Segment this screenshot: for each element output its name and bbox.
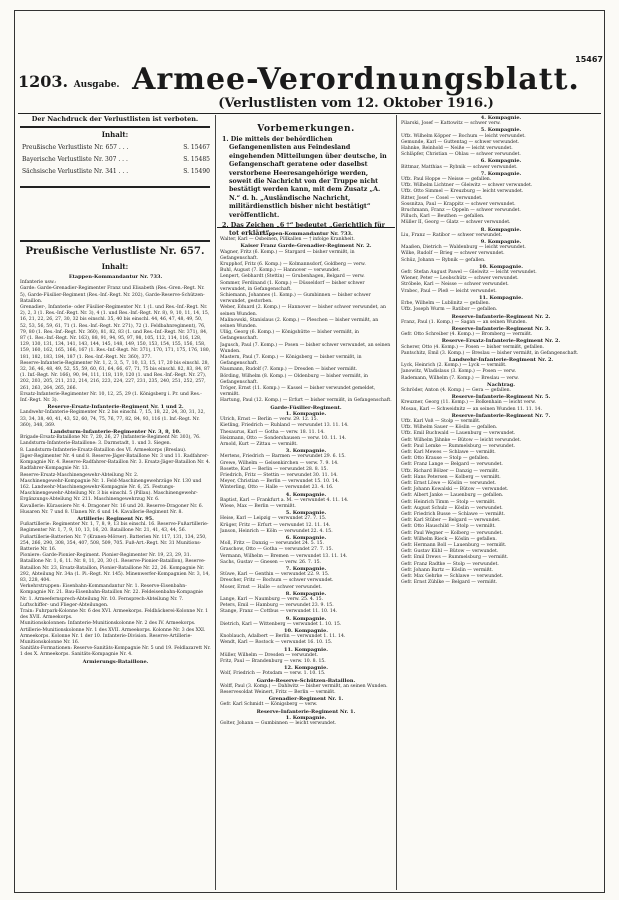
list-entry: Uffz. Wilhelm Sauer — Köslin — gefallen. (401, 425, 498, 431)
list-section-heading: Armierungs-Bataillone. (82, 658, 149, 665)
list-entry: Gefr. Karl Mewes — Schlawe — vermißt. (401, 449, 496, 455)
contents-line-page: S. 15485 (183, 156, 210, 163)
list-section-heading: Artillerie: Regiment Nr. 95. (77, 515, 154, 522)
masthead-rule (18, 113, 601, 114)
list-entry: Bittmar, Matthias — Rybnik — schwer verwundet. (401, 164, 518, 170)
list-entry: Uffz. Otto Simmel — Kreuzburg — leicht verwundet. (401, 189, 524, 195)
list-entry: Schläpfer, Christian — Ohlau — schwer verwundet. (401, 152, 521, 158)
list-section-heading: 4. Kompagnie. (480, 115, 522, 121)
list-entry: Gefr. Friedrich Busse — Schlawe — vermißt. (401, 512, 505, 517)
list-entry: Gefr. Hans Petersen — Kolberg — vermißt. (401, 474, 501, 480)
list-entry: Müller, Wilhelm — Dresden — verwundet. (220, 652, 318, 658)
list-entry: Gefr. Johann Kowalski — Bütow — verwundet. (401, 487, 509, 493)
list-entry: Heise, Karl — Leipzig — verwundet 27. 7. 15. (220, 516, 327, 522)
list-section-heading: 10. Kompagnie. (479, 263, 523, 270)
preliminary-remark-item: 2. Das Zeichen „6 †“ bedeutet „Gerichtlich für tot erklärt“. (222, 222, 385, 238)
list-section-heading: 1. Kompagnie. (285, 410, 327, 417)
list-entry: Krupphof, Fritz (6. Komp.) — Kolmannsdorf, Goldberg — verw. (220, 262, 366, 268)
list-entry: Ströbele, Karl — Neisse — schwer verwundet. (401, 282, 509, 288)
list-entry: Müller II, Georg — Glatz — schwer verwundet. (401, 220, 511, 226)
list-entry: Ulrich, Ernst — Berlin — verw. 29. 12. 15. (220, 417, 319, 423)
list-entry: Erbe, Wilhelm — Lublinitz — gefallen. (401, 301, 490, 307)
list-entry: Naumann, Rudolf (7. Komp.) — Dresden — bisher vermißt. (220, 367, 358, 373)
list-entry: Ersatz-Infanterie-Regimenter Nr. 10, 12, 25, 29 (1. Königsberg i. Pr. und Res.-Inf.-Regt. Nr. 3). (20, 391, 202, 404)
list-entry: Knoblauch, Adalbert — Berlin — verwundet 1. 11. 14. (220, 634, 346, 640)
list-entry: Janson, Heinrich — Köln — verwundet 22. 4. 15. (220, 528, 333, 534)
list-entry: Ullig, Georg (6. Komp.) — Königshütte — bisher vermißt, in Gefangenschaft. (220, 330, 360, 342)
list-entry: Wiener, Peter — Leobschütz — schwer verwundet. (401, 276, 519, 282)
list-section-heading: Reserve-Infanterie-Regiment Nr. 5. (451, 394, 551, 401)
list-section-heading: 10. Kompagnie. (284, 628, 328, 634)
list-title-rule (20, 240, 210, 242)
issue-number-value: 1203. (18, 72, 69, 91)
list-section-heading: 4. Kompagnie. (285, 491, 327, 498)
list-entry: Arnold, Kurt — Zittau — vermißt. (220, 441, 298, 447)
preliminary-remarks (222, 136, 390, 241)
list-entry: Gefr. Franz Lange — Belgard — verwundet. (401, 462, 503, 468)
list-entry: Sachs, Gustav — Gnesen — verw. 26. 7. 15. (220, 559, 322, 565)
list-entry: Schüz, Johann — Rybnik — gefallen. (401, 257, 486, 263)
contents-line (22, 156, 210, 163)
list-entry: Uffz. Richard Bölzer — Danzig — vermißt. (401, 468, 500, 474)
contents-line (22, 168, 210, 175)
list-entry: Maaßen, Dietrich — Waldenburg — leicht verwundet. (401, 245, 526, 251)
list-entry: Garde: Garde-Grenadier-Regimenter Franz und Elisabeth (Res.-Gren.-Regt. Nr. 5), Garde-Füsilier-Regiment (Res.-Inf.-Regt. Nr. 202), Garde-Reserve-Schützen-Bataillon. (20, 286, 205, 304)
list-entry: Grenadier-, Infanterie- oder Füsilier-Regimenter Nr. 1 (1. und Res.-Inf.-Regt. Nr. 2), 2, 3 (1. Res.-Inf.-Regt. Nr. 3), 4 (1. und Res.-Inf.-Regt. Nr. 8), 9, 10, 11, 14, 15, 16, 21, 22, 26, 27, 30, 32 bis einschl. 35, 40 bis einschl. 44, 46, 47, 48, 49, 50, 52, 53, 56, 59, 61, 71 (1. Res.-Inf.-Regt. Nr. 271), 72 (1. Feldbahnregiment), 76, 79, 80 (1. Res.-Inf.-Regt. Nr. 360), 81, 82, 83 (1. und Res.-Inf.-Regt. Nr. 371), 84, 87 (1. Res.-Inf.-Regt. Nr. 163), 88, 91, 94, 95, 97, 98, 105, 112, 114, 116, 128, 129, 130, 131, 134, 141, 143, 144, 145, 148, 149, 150, 153, 154, 155, 156, 158, 159, 160, 162, 165, 166, 167 (1. Res.-Inf.-Regt. Nr. 371), 170, 171, 175, 176, 180, 181, 182, 183, 184, 187 (1. Res.-Inf.-Regt. Nr. 360), 377. (20, 305, 211, 360)
list-entry: Golter, Johann — Gumbinnen — leicht verwundet. (220, 721, 337, 727)
list-entry: Rosette, Karl — Berlin — verwundet 28. 8. 15. (220, 466, 328, 472)
list-entry: Tröger, Ernst (11. Komp.) — Kassel — bisher verwundet gemeldet, vermißt. (220, 386, 376, 398)
list-entry: Bruchmann, Franz — Oppeln — schwer verwundet. (401, 208, 521, 214)
list-entry: Verkehrstruppen: Eisenbahn-Kommandantur Nr. 1. Reserve-Eisenbahn-Kompagnie Nr. 21. Bau-Eisenbahn-Bataillon Nr. 22. Feldeisenbahn-Kompagnie Nr. 1. Armeefernsprech-Abteilung Nr. 10. Fernsprech-Abteilung Nr. 7. Luftschiffer- und Flieger-Abteilungen. (20, 584, 204, 608)
list-entry: Lyck, Heinrich (2. Komp.) — Lyck — vermißt. (401, 363, 507, 369)
list-entry: Friedrich, Fritz — Stettin — verwundet 30. 11. 14. (220, 472, 338, 478)
contents-line-label: Sächsische Verlustliste Nr. 341 . . . (22, 168, 129, 175)
list-entry: Börding, Wilhelm (8. Komp.) — Oldenburg — bisher vermißt, in Gefangenschaft. (220, 373, 368, 385)
list-entry: Walter, Karl — Osbeinen, Pillkallen — † infolge Krankheit. (220, 237, 355, 243)
list-entry: Baptist, Karl — Frankfurt a. M. — verwundet 4. 11. 14. (220, 497, 349, 503)
list-entry: Thesaurus, Karl — Gotha — verw. 18. 11. 14. (220, 429, 325, 435)
notice-rule (20, 126, 210, 128)
list-section-heading: 1. Kompagnie. (285, 714, 327, 721)
list-entry: Hartung, Paul (12. Komp.) — Erfurt — bisher vermißt, in Gefangenschaft. (220, 398, 392, 404)
list-section-heading: Reserve-Ersatz-Infanterie-Regiment Nr. 1 und 2. (47, 404, 184, 411)
contents-title: Inhalt: (101, 130, 129, 139)
list-entry: Scherer, Otto (4. Komp.) — Posen — bisher vermißt, gefallen. (401, 344, 545, 350)
list-entry: Gefr. Otto Schreiber (4. Komp.) — Bromberg — vermißt. (401, 332, 533, 338)
list-entry: Gefr. Otto Hauschild — Stolp — vermißt. (401, 524, 496, 530)
list-entry: Gefr. Otto Krause — Stolp — gefallen. (401, 456, 490, 462)
list-section-heading: 9. Kompagnie. (285, 615, 327, 622)
issue-number (18, 72, 120, 91)
list-section-heading: 5. Kompagnie. (480, 127, 522, 134)
list-entry: Munitionskolonnen: Infanterie-Munitionskolonne Nr. 2 des IV. Armeekorps. Artillerie-Munitionskolonne Nr. 1 des XVII. Armeekorps. Kolonne Nr. 3 des XXI. Armeekorps. Kolonne Nr. 1 der 10. Infanterie-Division. Reserve-Artillerie-Munitionskolonne Nr. 16. (20, 621, 206, 645)
list-entry: Gefr. Wilhelm Jähnke — Bütow — leicht verwundet. (401, 437, 521, 443)
masthead-subtitle: (Verlustlisten vom 12. Oktober 1916.) (218, 96, 494, 111)
list-section-heading: 7. Kompagnie. (480, 170, 522, 177)
list-entry: Gefr. Paul Lemke — Rummelsburg — verwundet. (401, 443, 515, 449)
list-entry: Gefr. Albert Janke — Lauenburg — gefallen. (401, 493, 504, 499)
list-section-heading: Reserve-Infanterie-Regiment Nr. 2. (451, 313, 551, 320)
list-entry: Gefr. Hermann Boll — Lauenburg — vermißt. (401, 543, 507, 549)
list-entry: Gefr. Ernst Löwe — Köslin — verwundet. (401, 480, 497, 486)
casualty-list-right (401, 115, 601, 886)
list-entry: 8. Landsturm-Infanterie-Ersatz-Bataillon des VI. Armeekorps (Breslau). (20, 447, 187, 453)
list-entry: Train: Fuhrpark-Kolonne Nr. 6 des XVI. Armeekorps. Feldbäckerei-Kolonne Nr. 1 des XVII. Armeekorps. (20, 608, 209, 621)
list-entry: Sossnitza, Paul — Krappitz — schwer verwundet. (401, 201, 516, 207)
list-entry: Sanitäts-Formationen: Reserve-Sanitäts-Kompagnie Nr. 5 und 19. Feldlazarett Nr. 1 des X. Armeekorps. Sanitäts-Kompagnie Nr. 4. (20, 646, 211, 658)
list-entry: Buhl, August (7. Komp.) — Hannover — verwundet. (220, 268, 341, 274)
list-section-heading: 3. Kompagnie. (285, 448, 327, 455)
list-entry: Mastern, Paul (7. Komp.) — Königsberg — bisher vermißt, in Gefangenschaft. (220, 355, 362, 367)
prussian-list-contents-heading: Inhalt: (101, 262, 129, 271)
list-entry: Liu, Franz — Ratibor — schwer verwundet. (401, 232, 502, 238)
list-entry: Wolf, Friedrich — Potsdam — verw. 1. 10. 15. (220, 671, 326, 677)
contents-line-page: S. 15467 (183, 144, 210, 151)
list-entry: Weber, Eduard (2. Komp.) — Hannover — bisher schwer verwundet, an seinen Wunden. (220, 305, 386, 317)
list-section-heading: 6. Kompagnie. (480, 158, 522, 165)
list-entry: Krüger, Fritz — Erfurt — verwundet 12. 11. 14. (220, 522, 331, 528)
remarks-rule (217, 227, 395, 228)
list-entry: Winterling, Otto — Halle — verwundet 23. 4. 16. (220, 485, 334, 491)
list-entry: Rademann, Wilhelm (7. Komp.) — Breslau — verw. (401, 375, 519, 381)
preliminary-remarks-title: Vorbemerkungen. (257, 124, 355, 134)
list-entry: Uffz. Karl Voß — Stolp — vermißt. (401, 418, 481, 424)
list-entry: Schröder, Anton (4. Komp.) — Gera — gefallen. (401, 387, 512, 393)
list-section-heading: Reserve-Infanterie-Regiment Nr. 7. (451, 412, 551, 419)
list-section-heading: Nachtrag. (487, 381, 515, 388)
contents-line-page: S. 15490 (183, 168, 210, 175)
contents-rule (20, 186, 210, 188)
list-section-heading: Garde-Reserve-Schützen-Bataillon. (256, 677, 356, 684)
list-entry: Wagner, Fritz (6. Komp.) — Stargard — bisher vermißt, in Gefangenschaft. (220, 249, 355, 261)
list-entry: Landsturm-Infanterie-Bataillone: 3. Darmstadt, 1. und 3. Siegen. (20, 441, 172, 447)
list-entry: Vermann, Wilhelm — Bremen — verwundet 13. 11. 14. (220, 553, 348, 559)
list-entry: Malinowski, Stanislaus (2. Komp.) — Pleschen — bisher vermißt, an seinen Wunden. (220, 317, 379, 330)
list-entry: Gefr. Stefan August Pawel — Gleiwitz — leicht verwundet. (401, 270, 537, 276)
list-entry: Gefr. Heinrich Timm — Stolp — vermißt. (401, 499, 496, 505)
list-section-heading: Garde-Füsilier-Regiment. (270, 404, 342, 411)
list-entry: Hahnke, Reinhold — Neiße — leicht verwundet. (401, 146, 513, 152)
list-entry: Reserve-Infanterie-Regimenter Nr. 1, 2, 3, 5, 7, 10, 13, 15, 17, 20 bis einschl. 28, 32, 36, 46, 48, 49, 52, 55, 59, 60, 61, 64, 66, 67, 71, 75 bis einschl. 82, 83, 84, 87 (1. Inf.-Regt. Nr. 166), 90, 94, 111, 118, 119, 120 (1. und Res.-Inf.-Regt. Nr. 27), 202, 203, 205, 211, 212, 214, 216, 223, 224, 227, 231, 235, 240, 251, 252, 257, 261, 263, 264, 265, 266. (20, 360, 210, 391)
list-entry: Gefr. Karl Schmidt — Königsberg — verw. (220, 702, 318, 708)
contents-line (22, 144, 210, 151)
list-entry: Uffz. Wilhelm Köpper — Bochum — leicht verwundet. (401, 133, 526, 139)
list-entry: Janowitz, Wladislaus (3. Komp.) — Posen — verw. (401, 369, 516, 375)
list-entry: Lenpert, Gebhardt (Stettin) — Grubenhagen, Belgard — verw. (220, 274, 365, 280)
list-entry: Lange, Karl — Naumburg — verw. 25. 4. 15. (220, 596, 324, 602)
list-entry: Wilke, Rudolf — Brieg — schwer verwundet. (401, 251, 505, 257)
list-entry: Gefr. Max Gehrke — Schlawe — verwundet. (401, 574, 504, 580)
list-entry: Franz, Paul (1. Komp.) — Sagan — an seinen Wunden. (401, 319, 528, 325)
list-entry: Infanterie usw.: (20, 280, 57, 286)
list-entry: Gefr. Franz Radtke — Stolp — verwundet. (401, 561, 499, 567)
list-section-heading: Landwehr-Infanterie-Regiment Nr. 2. (448, 356, 554, 363)
list-entry: Jäger-Regimenter Nr. 4 und 8. Reserve-Jäger-Bataillone Nr. 3 und 11. Radfahrer-Kompagnie Nr. 4. Reserve-Radfahrer-Bataillon Nr. 3. Ersatz-Jäger-Bataillon Nr. 4. Radfahrer-Kompagnie Nr. 13. (20, 453, 211, 472)
list-entry: Kietling, Friedrich — Ruhland — verwundet 13. 11. 14. (220, 423, 349, 429)
list-entry: Gefr. Paul Wegner — Kolberg — verwundet. (401, 530, 503, 536)
list-section-heading: Kaiser Franz Garde-Grenadier-Regiment Nr. 2. (240, 243, 372, 250)
list-entry: Gefr. Karl Stüber — Belgard — verwundet. (401, 518, 501, 524)
list-entry: Meyer, Christian — Berlin — verwundet 15. 10. 14. (220, 479, 340, 485)
list-entry: Wendt, Karl — Rostock — verwundet 16. 10. 15. (220, 640, 333, 646)
list-entry: Heizmann, Otto — Sondershausen — verw. 10. 11. 14. (220, 435, 347, 441)
list-entry: Brigade-Ersatz-Bataillone Nr. 7, 20, 26, 27 (Infanterie-Regiment Nr. 303), 76. (20, 435, 201, 441)
list-section-heading: Landsturm-Infanterie-Regimenter Nr. 3, 8, 10. (50, 429, 181, 436)
list-entry: Uffz. Wilhelm Lichtner — Gleiwitz — schwer verwundet. (401, 183, 533, 189)
list-entry: Pilluch, Karl — Beuthen — gefallen. (401, 214, 485, 220)
list-entry: Gefr. Emil Drews — Rummelsburg — vermißt. (401, 555, 509, 561)
list-section-heading: Reserve-Ersatz-Infanterie-Regiment Nr. 2. (441, 338, 561, 345)
list-section-heading: 6. Kompagnie. (285, 534, 327, 541)
list-section-heading: Etappen-Kommandantur Nr. 733. (68, 274, 163, 280)
list-entry: Moll, Fritz — Danzig — verwundet 24. 5. 15. (220, 541, 324, 547)
page-number: 15467 (575, 55, 603, 64)
list-entry: Gefr. Gustav Kühl — Bütow — verwundet. (401, 549, 499, 555)
list-entry: Pantschitz, Emil (3. Komp.) — Breslau — bisher vermißt, in Gefangenschaft. (401, 350, 579, 356)
list-entry: Vrabec, Paul — Pleß — leicht verwundet. (401, 288, 497, 294)
list-entry: Pioniere: Garde-Pionier-Regiment. Pionier-Regimenter Nr. 19, 23, 29, 31. Bataillone Nr. 1, 6, 11. Nr. 8, 11, 20, 30 (1. Reserve-Pionier-Bataillon), Reserve-Bataillon Nr. 23, Ersatz-Bataillon, Pionier-Bataillone Nr. 22, 26. Kompagnie Nr. 292, Abteilung Nr. 34a (1. Pi.-Regt. Nr. 145). Minenwerfer-Kompagnien Nr. 3, 14, 83, 228, 404. (20, 553, 210, 583)
column-divider (215, 115, 216, 890)
list-entry: Drescher, Fritz — Bochum — schwer verwundet. (220, 578, 334, 584)
list-entry: Moser, Ernst — Halle — schwer verwundet. (220, 584, 322, 590)
list-entry: Graschow, Otto — Gotha — verwundet 27. 7. 15. (220, 547, 334, 553)
list-entry: Stange, Franz — Cottbus — verwundet 11. 10. 14. (220, 609, 338, 615)
prussian-list-contents (20, 274, 211, 886)
masthead-title: Armee-Verordnungsblatt. (132, 62, 580, 97)
list-section-heading: Etappen-Kommandantur Nr. 733. (259, 231, 353, 237)
list-section-heading: Reserve-Infanterie-Regiment Nr. 3. (451, 325, 551, 332)
list-entry: Schiemann, Johannes (1. Komp.) — Gumbinnen — bisher schwer verwundet, gestorben. (220, 293, 371, 305)
list-section-heading: 9. Kompagnie. (480, 239, 522, 246)
list-entry: Dietrich, Karl — Wittenberg — verwundet 1. 10. 15. (220, 621, 342, 627)
list-entry: Wiese, Max — Berlin — vermißt. (220, 503, 296, 509)
preliminary-remark-item: 1. Die mittels der behördlichen Gefangenenlisten aus Feindesland eingehenden Mitteilungen über deutsche, in Gefangenschaft geratene oder daselbst verstorbene Heeresangehörige werden, soweit die Nachricht von der Truppe nicht bestätigt werden kann, mit dem Zusatz „A. N.“ d. h. „Ausländische Nachricht, militärdienstlich bisher nicht bestätigt“ veröffentlicht. (222, 136, 387, 219)
list-entry: Gefr. Ernst Zühlke — Belgard — vermißt. (401, 580, 498, 586)
list-section-heading: 7. Kompagnie. (285, 565, 327, 572)
column-divider (396, 115, 397, 890)
list-entry: Stüwe, Karl — Genthin — verwundet 22. 9. 15. (220, 572, 330, 578)
casualty-list-middle (220, 231, 392, 886)
issue-label: Ausgabe. (73, 80, 120, 90)
reprint-notice: Der Nachdruck der Verlustlisten ist verboten. (31, 115, 199, 123)
list-section-heading: Reserve-Infanterie-Regiment Nr. 1. (256, 708, 356, 715)
list-entry: Landwehr-Infanterie-Regimenter Nr. 2 bis einschl. 7, 15, 18, 22, 24, 30, 31, 32, 33, 34, 38, 40, 41, 43, 52, 60, 74, 75, 76, 77, 82, 84, 93, 116 (1. Inf.-Regt. Nr. 360), 348, 369. (20, 410, 205, 428)
list-entry: Uffz. Paul Hoppe — Neisse — gefallen. (401, 177, 492, 183)
list-entry: Reserve-Ersatz-Maschinengewehr-Abteilung Nr. 2. (20, 472, 139, 478)
list-section-heading: 8. Kompagnie. (285, 590, 327, 597)
list-entry: Peters, Emil — Hamburg — verwundet 23. 9. 15. (220, 603, 334, 609)
list-entry: Ritter, Josef — Cosel — verwundet. (401, 195, 483, 201)
list-section-heading: 11. Kompagnie. (284, 646, 328, 653)
list-entry: Jagusch, Paul (7. Komp.) — Posen — bisher schwer verwundet, an seinen Wunden. (220, 342, 391, 354)
list-entry: Kreuzner, Georg (11. Komp.) — Bolkenhain — leicht verw. (401, 400, 537, 406)
list-entry: Fußartillerie: Regimenter Nr. 1, 7, 8, 9, 13 bis einschl. 16. Reserve-Fußartillerie-Regimenter Nr. 1, 7, 9, 10, 13, 16, 20. Bataillone Nr. 21, 41, 43, 44, 56. Fußartillerie-Batterien Nr. 7 (Kranen-Mörser). Batterien Nr. 117, 131, 134, 250, 254, 266, 290, 308, 354, 407, 508, 509, 705. Fuß-Art.-Regt. Nr. 31 Munitions-Batterie Nr. 16. (20, 522, 209, 552)
list-entry: Uffz. Joseph Wurm — Ratibor — gefallen. (401, 307, 498, 313)
list-entry: Gefr. Wilhelm Rieck — Köslin — gefallen. (401, 536, 497, 542)
list-entry: Grewe, Wilhelm — Gelsenkirchen — verw. 7. 9. 14. (220, 460, 339, 466)
list-entry: Maschinengewehr-Kompagnie Nr. 1. Feld-Maschinengewehrzüge Nr. 130 und 162. Landwehr-Maschinengewehr-Kompagnie Nr. 6, 25. Festungs-Maschinengewehr-Abteilung Nr. 3 bis einschl. 5 (Pillau). Maschinengewehr-Ergänzungs-Abteilung Nr. 211. Maschinengewehrzug Nr. 6. (20, 478, 202, 503)
list-entry: Mertens, Friedrich — Barmen — verwundet 29. 6. 15. (220, 454, 346, 460)
list-entry: Mosau, Karl — Schweidnitz — an seinen Wunden 11. 11. 14. (401, 406, 542, 412)
list-section-heading: 12. Kompagnie. (284, 665, 328, 672)
list-entry: Wolff, Paul (3. Komp.) — Dahlwitz — bisher vermißt, an seinen Wunden. (220, 683, 388, 689)
list-entry: Fritz, Paul — Brandenburg — verw. 10. 8. 15. (220, 659, 326, 665)
prussian-list-title: Preußische Verlustliste Nr. 657. (25, 246, 205, 257)
list-entry: Gefr. Johann Bartz — Köslin — vermißt. (401, 567, 494, 573)
contents-line-label: Bayerische Verlustliste Nr. 307 . . . (22, 156, 128, 163)
list-section-heading: 5. Kompagnie. (285, 510, 327, 517)
list-entry: Gefr. August Schulz — Köslin — verwundet. (401, 505, 503, 511)
list-entry: Kavallerie: Kürassiere Nr. 4. Dragoner Nr. 16 und 20. Reserve-Dragoner Nr. 6. Husaren Nr. 7 und 8. Ulanen Nr. 6 und 14. Kavallerie-Regiment Nr. 8. (20, 503, 204, 515)
list-entry: Sommer, Ferdinand (1. Komp.) — Düsseldorf — bisher schwer verwundet, in Gefangenschaft. (220, 280, 365, 292)
list-entry: Pilarski, Josef — Kattowitz — schwer verw. (401, 121, 501, 127)
contents-line-label: Preußische Verlustliste Nr. 657 . . . (22, 144, 129, 151)
list-section-heading: 11. Kompagnie. (479, 294, 523, 301)
list-entry: Uffz. Emil Buchwald — Lauenburg — verwundet. (401, 431, 516, 437)
list-entry: Reservesoldat Weinert, Fritz — Berlin — vermißt. (220, 690, 336, 696)
list-section-heading: Grenadier-Regiment Nr. 1. (268, 696, 344, 703)
list-entry: Gemunde, Karl — Guttentag — schwer verwundet. (401, 139, 520, 145)
list-section-heading: 8. Kompagnie. (480, 226, 522, 233)
